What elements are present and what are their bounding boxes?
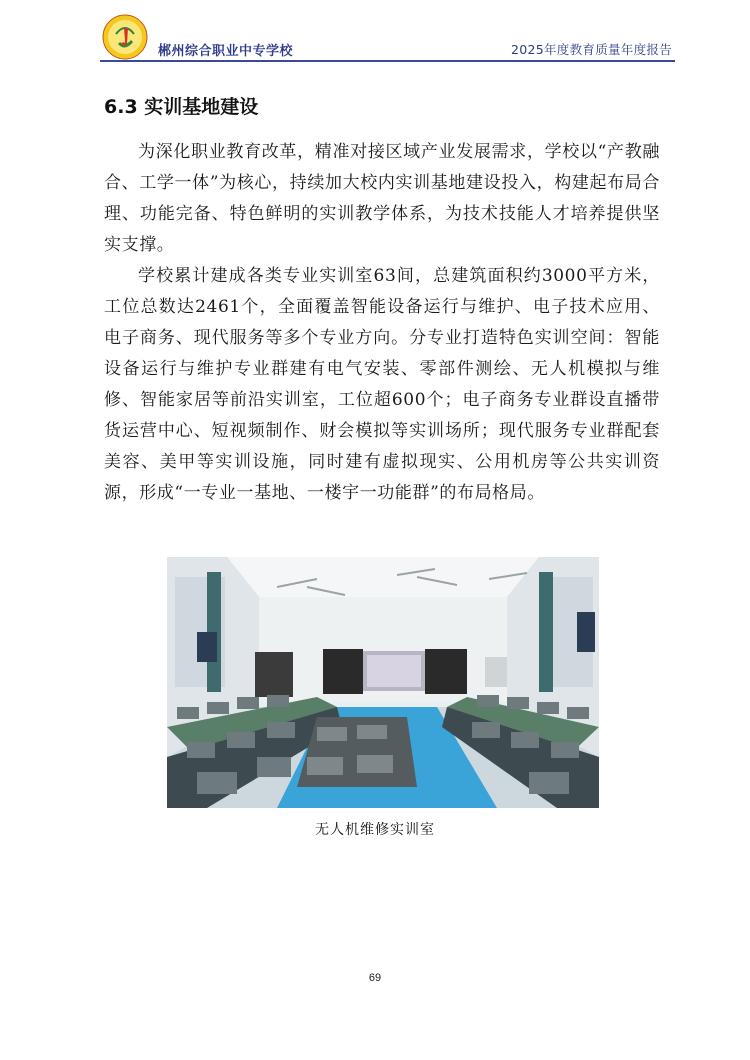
report-title: 2025年度教育质量年度报告 bbox=[510, 42, 672, 57]
paragraph-details: 学校累计建成各类专业实训室63间，总建筑面积约3000平方米，工位总数达2461个，全面覆盖智能设备运行与维护、电子技术应用、电子商务、现代服务等多个专业方向。分专业打造特色实训空间：智能设备运行与维护专业群建有电气安装、零部件测绘、无人机模拟与维修、智能家居等前沿实训室，工位超600个；电子商务专业群设直播带货运营中心、短视频制作、财会模拟等实训场所；现代服务专业群配套美容、美甲等实训设施，同时建有虚拟现实、公用机房等公共实训资源，形成“一专业一基地、一楼宇一功能群”的布局格局。 bbox=[104, 266, 660, 503]
section-heading: 6.3 实训基地建设 bbox=[104, 96, 259, 118]
drone-lab-illustration bbox=[167, 557, 599, 808]
figure-caption: 无人机维修实训室 bbox=[315, 822, 435, 838]
school-name: 郴州综合职业中专学校 bbox=[158, 44, 294, 59]
page-number: 69 bbox=[368, 972, 382, 984]
school-emblem-icon bbox=[102, 14, 148, 60]
page-header bbox=[0, 0, 750, 66]
section-body bbox=[104, 137, 660, 509]
header-rule bbox=[100, 60, 675, 62]
training-room-photo bbox=[167, 557, 599, 808]
paragraph-intro: 为深化职业教育改革，精准对接区域产业发展需求，学校以“产教融合、工学一体”为核心，持续加大校内实训基地建设投入，构建起布局合理、功能完备、特色鲜明的实训教学体系，为技术技能人才培养提供坚实支撑。 bbox=[104, 142, 660, 255]
